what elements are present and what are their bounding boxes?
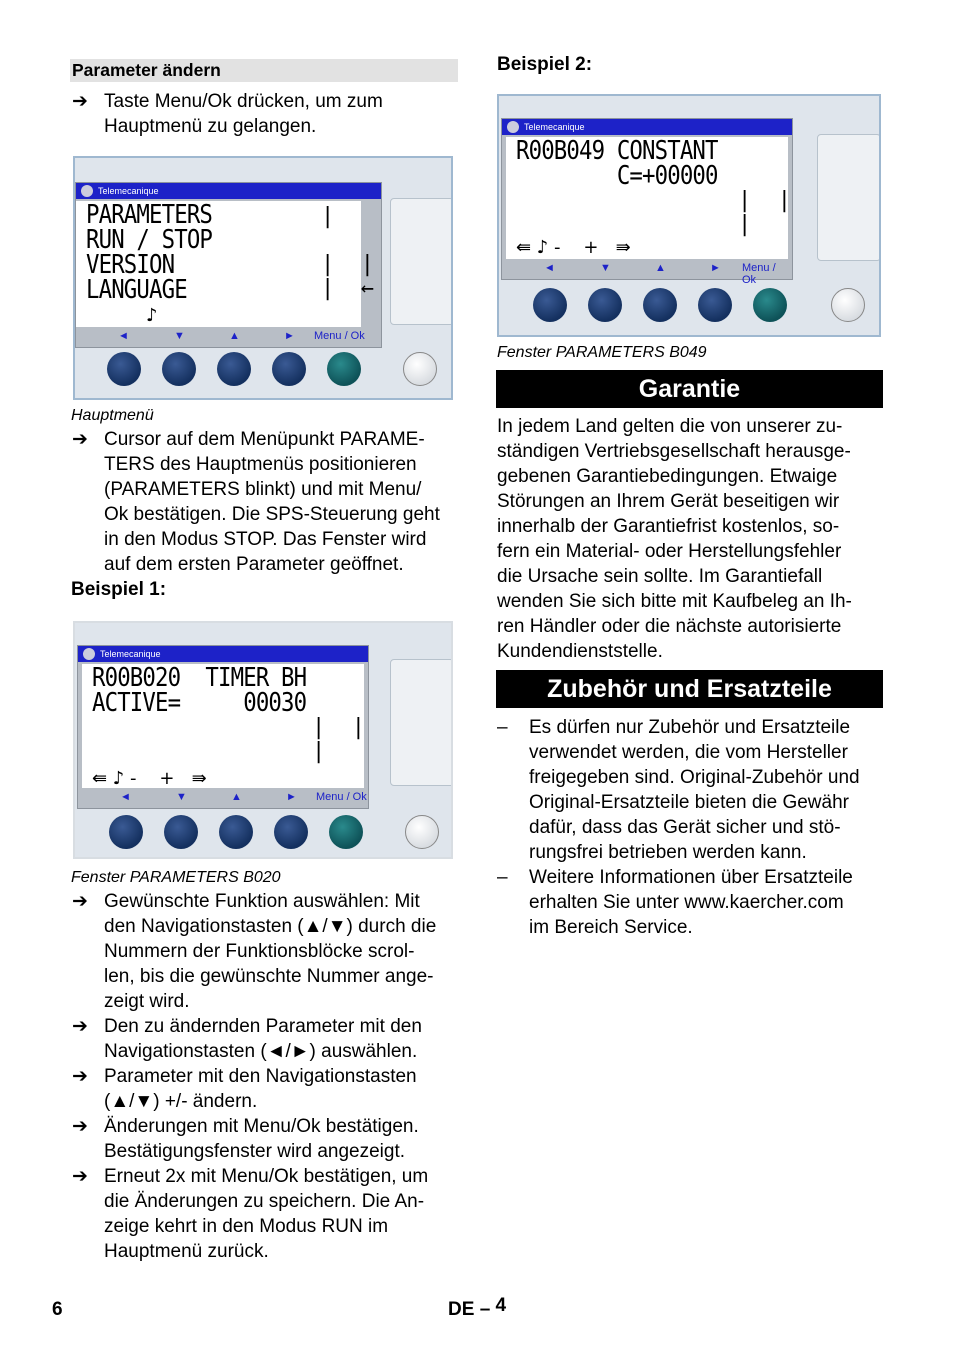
knob-button [698, 288, 732, 322]
knob-button [588, 288, 622, 322]
text-line: rungsfrei betrieben werden kann. [529, 842, 807, 863]
lcd-symbols: ⇚ ♪ - + ⇛ [92, 768, 207, 789]
lcd-line: ACTIVE= 00030 [92, 688, 307, 718]
knob-button [274, 815, 308, 849]
lcd-area [82, 664, 364, 788]
knob-button [272, 352, 306, 386]
text-line: Navigationstasten (◄/►) auswählen. [104, 1041, 418, 1062]
text-line: zeige kehrt in den Modus RUN im [104, 1216, 389, 1237]
text-line: (▲/▼) +/- ändern. [104, 1091, 258, 1112]
nav-right-icon: ► [284, 330, 295, 342]
nav-up-icon: ▲ [229, 330, 240, 342]
nav-down-icon: ▼ [174, 330, 185, 342]
brand-label: Telemecanique [524, 122, 585, 132]
text-line: Gewünschte Funktion auswählen: Mit [104, 891, 420, 912]
example-label: Beispiel 2: [497, 54, 593, 75]
text-line: die Ursache sein sollte. Im Garantiefall [497, 566, 823, 587]
plc-display-b049 [497, 94, 881, 337]
figure-caption: Hauptmenü [71, 407, 154, 424]
text-line: ren Händler oder die nächste autorisierte [497, 616, 842, 637]
text-line: verwendet werden, die vom Hersteller [529, 742, 848, 763]
menu-ok-label: Menu / Ok [742, 262, 776, 286]
text-line: Bestätigungsfenster wird angezeigt. [104, 1141, 406, 1162]
lcd-cursor-marks: | | | [312, 715, 365, 764]
lcd-symbols: ⇚ ♪ - + ⇛ [516, 237, 631, 258]
lcd-line: R00B049 CONSTANT [516, 136, 718, 166]
white-knob [831, 288, 865, 322]
text-line: Cursor auf dem Menüpunkt PARAME- [104, 429, 425, 450]
arrow-icon: ➔ [72, 429, 88, 450]
lcd-line: VERSION [86, 250, 175, 280]
text-line: fern ein Material- oder Herstellungsfehler [497, 541, 842, 562]
brand-logo-icon [83, 648, 95, 660]
zubehoer-heading: Zubehör und Ersatzteile [496, 670, 883, 708]
brand-label: Telemecanique [100, 649, 161, 659]
text-line: gebenen Garantiebedingungen. Etwaige [497, 466, 838, 487]
menu-ok-label: Menu / Ok [314, 330, 365, 342]
brand-label: Telemecanique [98, 186, 159, 196]
white-knob [405, 815, 439, 849]
lcd-symbol: ♪ [146, 305, 158, 326]
nav-up-icon: ▲ [655, 262, 666, 274]
arrow-icon: ➔ [72, 91, 88, 112]
garantie-heading: Garantie [496, 370, 883, 408]
lcd-cursor-marks: | | | | ← [321, 204, 374, 301]
text-line: In jedem Land gelten die von unserer zu- [497, 416, 843, 437]
brand-bar [78, 646, 368, 662]
lcd-line: RUN / STOP [86, 225, 213, 255]
lcd-screen [501, 118, 793, 286]
text-line: Original-Ersatzteile bieten die Gewähr [529, 792, 849, 813]
text-line: Kundendienststelle. [497, 641, 663, 662]
text-line: Es dürfen nur Zubehör und Ersatzteile [529, 717, 851, 738]
dash-bullet: – [497, 867, 508, 888]
text-line: im Bereich Service. [529, 917, 693, 938]
nav-up-icon: ▲ [231, 791, 242, 803]
text-line: innerhalb der Garantiefrist kostenlos, so- [497, 516, 840, 537]
text-line: Änderungen mit Menu/Ok bestätigen. [104, 1116, 419, 1137]
brand-logo-icon [507, 121, 519, 133]
page-number: 6 [52, 1299, 63, 1320]
brand-bar [502, 119, 792, 135]
footer-dash: – [479, 1299, 491, 1320]
text-line: Hauptmenü zu gelangen. [104, 116, 317, 137]
knob-button [643, 288, 677, 322]
brand-logo-icon [81, 185, 93, 197]
text-line: zeigt wird. [104, 991, 190, 1012]
text-line: freigegeben sind. Original-Zubehör und [529, 767, 860, 788]
arrow-icon: ➔ [72, 891, 88, 912]
text-line: Erneut 2x mit Menu/Ok bestätigen, um [104, 1166, 429, 1187]
text-line: Taste Menu/Ok drücken, um zum [104, 91, 383, 112]
knob-button [162, 352, 196, 386]
lcd-screen [77, 645, 369, 809]
knob-button [533, 288, 567, 322]
text-line: wenden Sie sich bitte mit Kaufbeleg an Ih- [497, 591, 852, 612]
knob-button [219, 815, 253, 849]
nav-row [78, 788, 368, 808]
arrow-icon: ➔ [72, 1166, 88, 1187]
text-line: auf dem ersten Parameter geöffnet. [104, 554, 404, 575]
figure-caption: Fenster PARAMETERS B020 [71, 869, 281, 886]
arrow-icon: ➔ [72, 1066, 88, 1087]
text-line: Hauptmenü zurück. [104, 1241, 269, 1262]
arrow-icon: ➔ [72, 1016, 88, 1037]
nav-right-icon: ► [286, 791, 297, 803]
white-knob [403, 352, 437, 386]
side-panel [390, 198, 453, 325]
text-line: Nummern der Funktionsblöcke scrol- [104, 941, 415, 962]
footer-lang [448, 1295, 507, 1321]
text-line: Den zu ändernden Parameter mit den [104, 1016, 422, 1037]
knob-button [164, 815, 198, 849]
nav-row [502, 259, 792, 286]
lcd-line: C=+00000 [516, 161, 718, 191]
figure-caption: Fenster PARAMETERS B049 [497, 344, 707, 361]
lcd-line: PARAMETERS [86, 200, 213, 230]
example-label: Beispiel 1: [71, 579, 167, 600]
lcd-area [506, 136, 791, 259]
nav-left-icon: ◄ [544, 262, 555, 274]
sub-page-number: 4 [495, 1295, 507, 1316]
plc-display-main-menu [73, 156, 453, 400]
text-line: dafür, dass das Gerät sicher und stö- [529, 817, 841, 838]
text-line: Parameter mit den Navigationstasten [104, 1066, 417, 1087]
side-panel [390, 659, 453, 786]
lcd-area [76, 200, 374, 327]
knob-button [109, 815, 143, 849]
lcd-line: R00B020 TIMER BH [92, 663, 307, 693]
plc-display-b020 [73, 621, 453, 859]
nav-down-icon: ▼ [600, 262, 611, 274]
nav-down-icon: ▼ [176, 791, 187, 803]
nav-row [76, 327, 381, 347]
menu-ok-knob [327, 352, 361, 386]
text-line: Störungen an Ihrem Gerät beseitigen wir [497, 491, 840, 512]
text-line: Weitere Informationen über Ersatzteile [529, 867, 853, 888]
lcd-screen [75, 182, 382, 348]
text-line: erhalten Sie unter www.kaercher.com [529, 892, 844, 913]
text-line: (PARAMETERS blinkt) und mit Menu/ [104, 479, 422, 500]
menu-ok-knob [753, 288, 787, 322]
knob-button [107, 352, 141, 386]
text-line: die Änderungen zu speichern. Die An- [104, 1191, 425, 1212]
section-title: Parameter ändern [70, 59, 458, 82]
text-line: ständigen Vertriebsgesellschaft herausge- [497, 441, 851, 462]
dash-bullet: – [497, 717, 508, 738]
nav-right-icon: ► [710, 262, 721, 274]
text-line: den Navigationstasten (▲/▼) durch die [104, 916, 437, 937]
text-line: TERS des Hauptmenüs positionieren [104, 454, 417, 475]
arrow-icon: ➔ [72, 1116, 88, 1137]
lcd-line: LANGUAGE [86, 275, 187, 305]
text-line: len, bis die gewünschte Nummer ange- [104, 966, 434, 987]
nav-left-icon: ◄ [120, 791, 131, 803]
text-line: in den Modus STOP. Das Fenster wird [104, 529, 427, 550]
menu-ok-label: Menu / Ok [316, 791, 367, 803]
knob-button [217, 352, 251, 386]
lcd-cursor-marks: | | | [738, 188, 791, 237]
garantie-text [497, 414, 887, 664]
menu-ok-knob [329, 815, 363, 849]
text-line: Ok bestätigen. Die SPS-Steuerung geht [104, 504, 440, 525]
brand-bar [76, 183, 381, 199]
nav-left-icon: ◄ [118, 330, 129, 342]
lang-code: DE [448, 1299, 475, 1320]
side-panel [817, 134, 881, 261]
